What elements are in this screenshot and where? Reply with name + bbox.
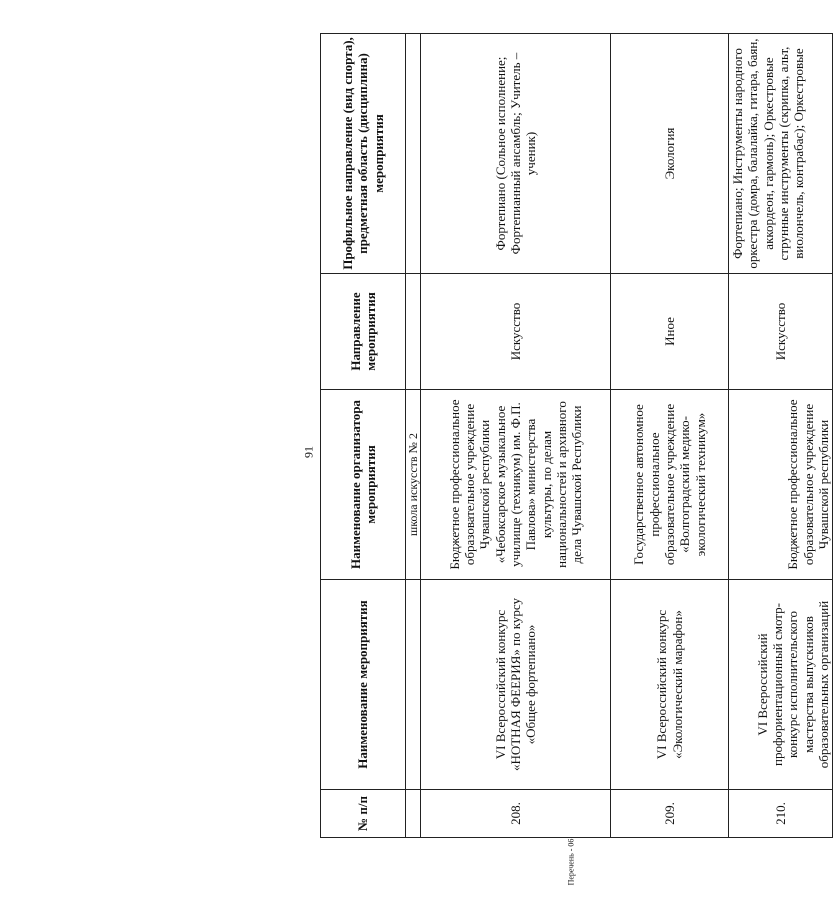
header-num: № п/п [321, 790, 406, 838]
row-organizer: Бюджетное профессиональное образовательное учреждение Чувашской республики «Чебоксарское музыкальное училище (техникум) им. Ф.П. Павлова» министерства культуры, по делам национальностей и архивного дела Чувашской Республики [421, 390, 611, 580]
header-direction: Направление мероприятия [321, 274, 406, 390]
rotated-table-container [320, 34, 831, 838]
row-num: 210. [729, 790, 833, 838]
cont-organizer: школа искусств № 2 [406, 390, 421, 580]
cont-num [406, 790, 421, 838]
cont-direction [406, 274, 421, 390]
row-organizer: Бюджетное профессиональное образовательное учреждение Чувашской республики [729, 390, 833, 580]
header-profile: Профильное направление (вид спорта), предметная область (дисциплина) мероприятия [321, 34, 406, 274]
row-event-name: VI Всероссийский конкурс «Экологический марафон» [611, 580, 729, 790]
row-profile: Фортепиано; Инструменты народного оркестра (домра, балалайка, гитара, баян, аккордеон, гармонь); Оркестровые струнные инструменты (скрипка, альт, виолончель, контрабас); Оркестровые [729, 34, 833, 274]
row-direction: Искусство [421, 274, 611, 390]
table-row [611, 34, 729, 838]
row-direction: Иное [611, 274, 729, 390]
footer-note: Перечень - 06 [566, 838, 576, 886]
row-event-name: VI Всероссийский профориентационный смотр-конкурс исполнительского мастерства выпускников образовательных организаций [729, 580, 833, 790]
header-organizer: Наименование организатора мероприятия [321, 390, 406, 580]
row-event-name: VI Всероссийский конкурс «НОТНАЯ ФЕЕРИЯ» по курсу «Общее фортепиано» [421, 580, 611, 790]
table-header-row [321, 34, 406, 838]
row-num: 208. [421, 790, 611, 838]
events-table [320, 33, 833, 838]
cont-profile [406, 34, 421, 274]
cont-event-name [406, 580, 421, 790]
page-number: 91 [301, 446, 316, 458]
row-profile: Фортепиано (Сольное исполнение; Фортепианный ансамбль; Учитель – ученик) [421, 34, 611, 274]
row-profile: Экология [611, 34, 729, 274]
row-direction: Искусство [729, 274, 833, 390]
table-row [421, 34, 611, 838]
table-row [729, 34, 833, 838]
row-num: 209. [611, 790, 729, 838]
header-event-name: Наименование мероприятия [321, 580, 406, 790]
continuation-row [406, 34, 421, 838]
row-organizer: Государственное автономное профессиональное образовательное учреждение «Волгоградский медико-экологический техникум» [611, 390, 729, 580]
